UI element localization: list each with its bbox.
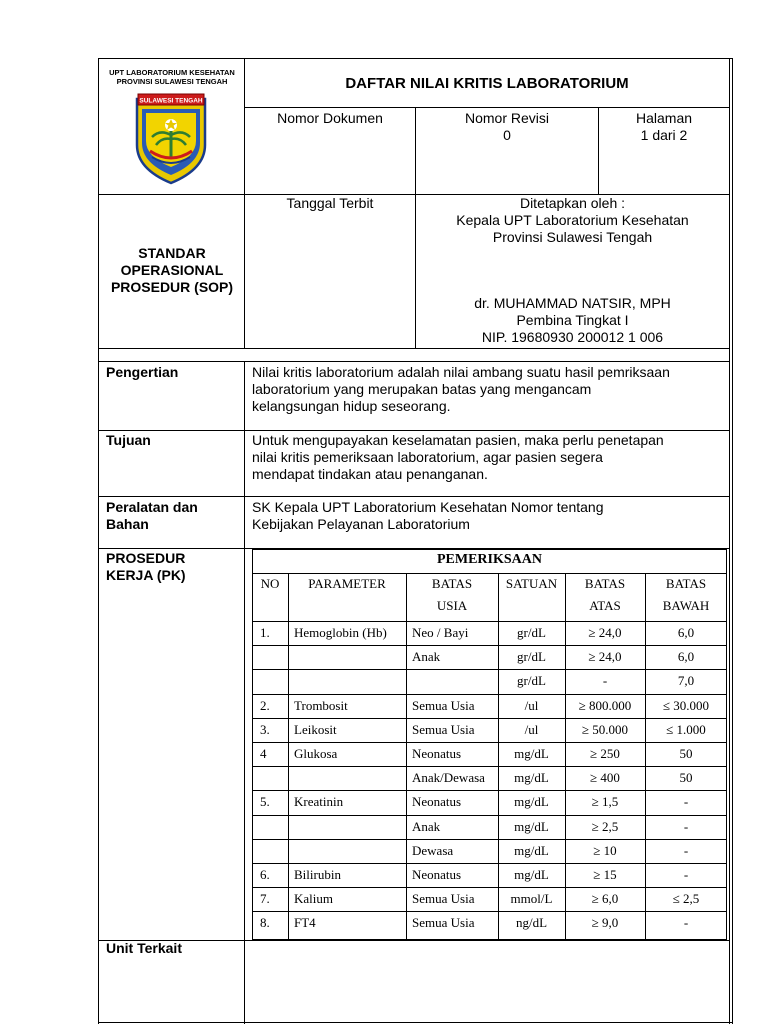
tujuan-text-1: Untuk mengupayakan keselamatan pasien, maka perlu penetapan (252, 432, 664, 448)
table-cell-no: 6. (260, 867, 270, 882)
table-cell-usia: Anak (412, 649, 441, 664)
table-cell-atas: ≥ 24,0 (588, 649, 622, 664)
table-title-separator (252, 573, 727, 574)
halaman-value: 1 dari 2 (640, 127, 688, 143)
prosedur-label-2: KERJA (PK) (106, 567, 186, 583)
header-batas-bawah-2: BAWAH (662, 598, 710, 613)
sop-title-line-1: STANDAR (138, 245, 206, 261)
table-row-separator (252, 911, 727, 912)
table-cell-satuan: gr/dL (517, 625, 546, 640)
table-cell-atas: ≥ 2,5 (591, 819, 619, 834)
nomor-revisi-label: Nomor Revisi (464, 110, 549, 126)
ditetapkan-line-1: Ditetapkan oleh : (519, 195, 626, 211)
table-row-separator (252, 887, 727, 888)
table-cell-bawah: 50 (679, 746, 693, 761)
table-cell-atas: ≥ 250 (590, 746, 620, 761)
table-cell-bawah: 7,0 (677, 673, 695, 688)
org-line-1: UPT LABORATORIUM KESEHATAN (109, 68, 235, 77)
table-cell-parameter: FT4 (294, 915, 316, 930)
pengertian-text-1: Nilai kritis laboratorium adalah nilai ambang suatu hasil pemriksaan (252, 364, 670, 380)
critical-values-table (252, 549, 727, 940)
table-cell-usia: Semua Usia (412, 891, 475, 906)
peralatan-label-1: Peralatan dan (106, 499, 198, 515)
table-cell-no: 3. (260, 722, 270, 737)
frame-right-border-double (732, 58, 733, 1024)
table-cell-usia: Semua Usia (412, 698, 475, 713)
tanggal-terbit-label: Tanggal Terbit (286, 195, 374, 211)
tujuan-label: Tujuan (106, 432, 151, 448)
table-cell-parameter: Kreatinin (294, 794, 344, 809)
table-cell-bawah: - (683, 915, 689, 930)
table-cell-parameter: Leikosit (294, 722, 337, 737)
table-cell-usia: Anak/Dewasa (412, 770, 485, 785)
section-divider-2 (98, 496, 730, 497)
table-cell-parameter: Bilirubin (294, 867, 341, 882)
pengertian-text-2: laboratorium yang merupakan batas yang mengancam (252, 381, 592, 397)
table-cell-bawah: ≤ 2,5 (672, 891, 700, 906)
table-cell-bawah: 6,0 (677, 625, 695, 640)
header-bottom-divider (98, 348, 730, 349)
signer-name: dr. MUHAMMAD NATSIR, MPH (474, 295, 671, 311)
section-divider-1 (98, 430, 730, 431)
tujuan-text-3: mendapat tindakan atau penanganan. (252, 466, 488, 482)
ditetapkan-line-2: Kepala UPT Laboratorium Kesehatan (456, 212, 689, 228)
province-logo-icon (134, 93, 208, 185)
table-cell-atas: ≥ 6,0 (591, 891, 619, 906)
nomor-revisi-value: 0 (503, 127, 511, 143)
header-batas-atas-1: BATAS (584, 576, 626, 591)
table-cell-atas: ≥ 50.000 (581, 722, 629, 737)
table-border-top (252, 549, 727, 550)
table-row-separator (252, 790, 727, 791)
table-cell-satuan: mmol/L (510, 891, 553, 906)
table-cell-satuan: mg/dL (514, 819, 549, 834)
sections-top-divider (98, 361, 730, 362)
frame-bottom-border (98, 1022, 732, 1023)
frame-left-border (98, 58, 99, 1024)
sections-divider-vertical (244, 361, 245, 1024)
table-cell-satuan: gr/dL (517, 649, 546, 664)
ditetapkan-line-3: Provinsi Sulawesi Tengah (492, 229, 653, 245)
sop-title-line-3: PROSEDUR (SOP) (110, 279, 234, 295)
table-cell-no: 7. (260, 891, 270, 906)
logo-banner-text: SULAWESI TENGAH (139, 97, 203, 105)
table-cell-usia: Neonatus (412, 746, 462, 761)
table-cell-parameter: Hemoglobin (Hb) (294, 625, 387, 640)
table-row-separator (252, 718, 727, 719)
nomor-dokumen-label: Nomor Dokumen (277, 110, 383, 126)
table-row-separator (252, 839, 727, 840)
table-column-separator (406, 573, 407, 940)
peralatan-text-1: SK Kepala UPT Laboratorium Kesehatan Nomor tentang (252, 499, 604, 515)
table-cell-atas: ≥ 10 (593, 843, 617, 858)
table-row-separator (252, 815, 727, 816)
table-cell-usia: Semua Usia (412, 915, 475, 930)
pengertian-text-3: kelangsungan hidup seseorang. (252, 398, 451, 414)
pengertian-label: Pengertian (106, 364, 179, 380)
table-cell-parameter: Kalium (294, 891, 333, 906)
table-row-separator (252, 742, 727, 743)
table-cell-satuan: mg/dL (514, 867, 549, 882)
document-title: DAFTAR NILAI KRITIS LABORATORIUM (345, 75, 629, 92)
table-row-separator (252, 766, 727, 767)
table-header-separator (252, 621, 727, 622)
table-cell-usia: Semua Usia (412, 722, 475, 737)
table-cell-satuan: mg/dL (514, 843, 549, 858)
table-cell-parameter: Trombosit (294, 698, 348, 713)
table-cell-atas: ≥ 1,5 (591, 794, 619, 809)
table-cell-satuan: mg/dL (514, 770, 549, 785)
header-batas-usia-2: USIA (436, 598, 468, 613)
table-cell-no: 5. (260, 794, 270, 809)
table-cell-atas: ≥ 400 (590, 770, 620, 785)
table-cell-no: 2. (260, 698, 270, 713)
table-column-separator (288, 573, 289, 940)
tujuan-text-2: nilai kritis pemeriksaan laboratorium, agar pasien segera (252, 449, 603, 465)
table-cell-bawah: - (683, 794, 689, 809)
table-row-separator (252, 669, 727, 670)
table-cell-bawah: - (683, 819, 689, 834)
header-title-underline (244, 107, 730, 108)
table-cell-no: 8. (260, 915, 270, 930)
table-cell-bawah: ≤ 1.000 (666, 722, 706, 737)
header-satuan: SATUAN (505, 576, 558, 591)
table-cell-atas: ≥ 9,0 (591, 915, 619, 930)
header-batas-atas-2: ATAS (589, 598, 621, 613)
table-cell-bawah: 6,0 (677, 649, 695, 664)
prosedur-label-1: PROSEDUR (106, 550, 186, 566)
header-batas-bawah-1: BATAS (665, 576, 707, 591)
frame-right-border (729, 58, 730, 1024)
table-cell-parameter: Glukosa (294, 746, 338, 761)
header-batas-usia-1: BATAS (431, 576, 473, 591)
table-cell-no: 4 (260, 746, 267, 761)
signer-nip: NIP. 19680930 200012 1 006 (481, 329, 664, 345)
signer-rank: Pembina Tingkat I (516, 312, 629, 328)
table-cell-satuan: mg/dL (514, 746, 549, 761)
frame-top-border (98, 58, 732, 59)
table-row-separator (252, 645, 727, 646)
table-cell-bawah: - (683, 867, 689, 882)
table-cell-usia: Neonatus (412, 794, 462, 809)
unit-terkait-label: Unit Terkait (106, 940, 182, 956)
table-cell-bawah: - (683, 843, 689, 858)
peralatan-label-2: Bahan (106, 516, 149, 532)
table-cell-bawah: 50 (679, 770, 693, 785)
table-cell-satuan: gr/dL (517, 673, 546, 688)
table-border-bottom (252, 939, 727, 940)
table-row-separator (252, 694, 727, 695)
table-cell-atas: ≥ 24,0 (588, 625, 622, 640)
header-no: NO (260, 576, 280, 591)
table-cell-bawah: ≤ 30.000 (662, 698, 710, 713)
table-cell-satuan: ng/dL (515, 915, 548, 930)
table-title: PEMERIKSAAN (436, 552, 542, 567)
sop-title-line-2: OPERASIONAL (120, 262, 224, 278)
table-cell-atas: - (602, 673, 608, 688)
section-divider-4 (98, 940, 730, 941)
table-cell-satuan: /ul (524, 722, 539, 737)
table-cell-atas: ≥ 800.000 (578, 698, 632, 713)
header-parameter: PARAMETER (308, 576, 386, 591)
table-cell-usia: Dewasa (412, 843, 454, 858)
table-cell-usia: Neonatus (412, 867, 462, 882)
table-cell-satuan: mg/dL (514, 794, 549, 809)
table-row-separator (252, 863, 727, 864)
table-cell-usia: Neo / Bayi (412, 625, 469, 640)
table-border-left (252, 549, 253, 940)
peralatan-text-2: Kebijakan Pelayanan Laboratorium (252, 516, 470, 532)
table-cell-atas: ≥ 15 (593, 867, 617, 882)
org-line-2: PROVINSI SULAWESI TENGAH (116, 77, 228, 86)
table-cell-satuan: /ul (524, 698, 539, 713)
table-cell-usia: Anak (412, 819, 441, 834)
halaman-label: Halaman (635, 110, 693, 126)
table-cell-no: 1. (260, 625, 270, 640)
